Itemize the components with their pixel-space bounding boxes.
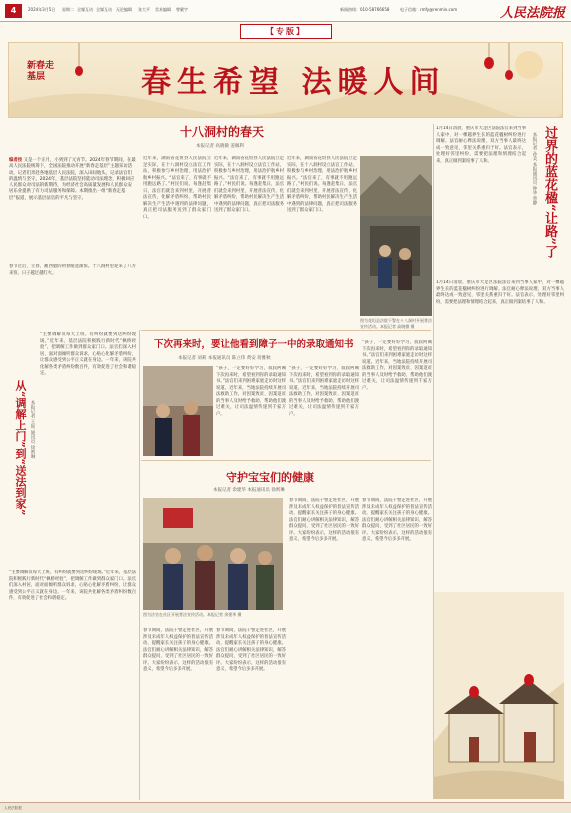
masthead-item: 张大平	[138, 7, 150, 12]
article-1-body-col: 近年来，湖南省花垣县人民法院立足实际，在十八洞村设立法官工作站，积极参与乡村治理，用法治护航乡村振兴。“法官来了，有事就不用跑远路了。”村民们说。每逢赶集日，法官们就会来到村里，开展普法宣传，化解矛盾纠纷，帮助村民解决生产生活中遇到的法律问题，真正把司法服务送到了群众家门口。	[143, 156, 211, 220]
masthead-date: 2024年3月5日	[28, 7, 56, 12]
editor-note-label: 编者按	[9, 158, 23, 163]
masthead-item: 无论编辑	[116, 7, 132, 12]
masthead-item: 全媒互动	[77, 7, 93, 12]
article-5-headline: 过界的蓝花楹“让路”了	[542, 126, 557, 258]
banner-headline: 春生希望 法暖人间	[141, 65, 446, 100]
masthead	[0, 0, 571, 22]
masthead-email: 电子信箱：rmfy@renmin.com	[400, 7, 458, 12]
footer-text: 人民法院报	[4, 806, 22, 810]
article-1-photo	[360, 156, 432, 316]
newspaper-logo: 人民法院报	[499, 6, 565, 21]
article-4-body-cont: “主要调解员每天上班，有纠纷就要到达纠纷现场。”近年来，基层法院积极践行新时代“枫桥经验”，把调解工作做到群众家门口。法官们深入村居，面对面倾听群众诉求，心贴心化解矛盾纠纷，让群众感受到公平正义就在身边。一年来，该院共化解各类矛盾纠纷数百件，有效促进了社会和谐稳定。	[9, 570, 136, 601]
article-3-body-col: 春节期间，法院干警走进社区，开展涉及未成年人权益保护的普法宣传活动，提醒家长关注孩子的身心健康。法官们耐心讲解相关法律知识，解答群众提问，受到了社区居民的一致好评。大家纷纷表示，这样的活动很有意义，希望今后多多开展。	[362, 498, 432, 542]
masthead-item: 曾繁宇	[176, 7, 188, 12]
article-2-body-col: “孩子，一定要好好学习，叔叔阿姨下次再来时，希望看到你的录取通知书。”法官们来到困难家庭走访时这样说道。近年来，当地法院持续开展司法救助工作，对因案致贫、因案返贫的当事人及时给予救助，帮助他们渡过难关，让司法温情传递到千家万户。	[362, 340, 432, 391]
village-illustration	[434, 592, 564, 799]
page-number: 4	[5, 4, 22, 18]
article-4-body: “主要调解员每天上班，有纠纷就要到达纠纷现场。”近年来，基层法院积极践行新时代“枫桥经验”，把调解工作做到群众家门口。法官们深入村居，面对面倾听群众诉求，心贴心化解矛盾纠纷，让群众感受到公平正义就在身边。一年来，该院共化解各类矛盾纠纷数百件，有效促进了社会和谐稳定。	[40, 332, 136, 376]
editor-note	[9, 158, 136, 202]
masthead-item: 全媒互动	[96, 7, 112, 12]
article-1-lead: 春节过后，立春，湘西腊的初春暖意渐浓。十八洞村里迎来了八方来客，日子越过越红火。	[9, 264, 136, 276]
article-3-body-col: 春节期间，法院干警走进社区，开展涉及未成年人权益保护的普法宣传活动，提醒家长关注孩子的身心健康。法官们耐心讲解相关法律知识，解答群众提问，受到了社区居民的一致好评。大家纷纷表示，这样的活动很有意义，希望今后多多开展。	[143, 628, 213, 672]
article-3-photo	[143, 498, 283, 610]
section-rule	[141, 460, 431, 461]
article-3-body-col: 春节期间，法院干警走进社区，开展涉及未成年人权益保护的普法宣传活动，提醒家长关注孩子的身心健康。法官们耐心讲解相关法律知识，解答群众提问，受到了社区居民的一致好评。大家纷纷表示，这样的活动很有意义，希望今后多多开展。	[216, 628, 286, 672]
column-badge: 【专版】	[240, 24, 332, 39]
article-3-body-col: 春节期间，法院干警走进社区，开展涉及未成年人权益保护的普法宣传活动，提醒家长关注孩子的身心健康。法官们耐心讲解相关法律知识，解答群众提问，受到了社区居民的一致好评。大家纷纷表示，这样的活动很有意义，希望今后多多开展。	[289, 498, 359, 542]
article-5-byline: 本报记者 孙美 本报通讯员 钟华 曾静	[532, 132, 537, 206]
article-3-caption: 图为法官在社区开展普法宣传活动。本报记者 余建华 摄	[143, 612, 242, 617]
article-1-byline: 本报记者 高晓微 姜佩利	[196, 144, 244, 149]
masthead-hotline: 新闻热线：010-58766658	[340, 7, 390, 12]
series-logo: 新春走基层	[27, 61, 55, 82]
masthead-item: 美术编辑	[155, 7, 171, 12]
article-2-photo-image	[143, 366, 213, 456]
article-3-headline: 守护宝宝们的健康	[226, 471, 314, 484]
article-5-body: 1月14日清晨，重庆市大足区法院法官来到当事人家中，对一棵越界生长的蓝花楹树纠纷进行调解。法官耐心释法说理，双方当事人最终达成一致意见，邻里关系重归于好。法官表示，处理好邻里纠纷，需要把法理和情理结合起来，真正做到案结事了人和。	[436, 126, 526, 164]
article-1-caption: 图为花垣县法院干警在十八洞村开展普法宣传活动。本报记者 高晓微 摄	[360, 318, 432, 329]
article-2-byline: 本报记者 刘莉 本报通讯员 陈立伟 黄安 蒋雅秋	[178, 356, 271, 361]
article-3-photo-image	[143, 498, 283, 610]
editor-note-text: 又是一个正月，小到到了元宵节。2024年春节期间，在最高人民法院统筹下，全国法院推动开展“新春走基层”主题采访活动，记者们奔赴各地基层人民法院，深入田间地头，记录法官们的温情与坚守。2024年，基层法院坚持能动司法理念，积极回应人民群众对司法的新期待，为经济社会高质量发展和人民群众安居乐业提供了有力司法服务和保障。本期推出一组“新春走基层”报道，展示基层法官的平凡与坚守。	[9, 158, 136, 201]
article-4-byline: 本报记者 王锐 通讯员 徐则琳	[30, 400, 35, 459]
article-3-byline: 本报记者 余建华 本报通讯员 徐则琳	[213, 488, 285, 493]
article-2-body-col: “孩子，一定要好好学习，叔叔阿姨下次再来时，希望看到你的录取通知书。”法官们来到困难家庭走访时这样说道。近年来，当地法院持续开展司法救助工作，对因案致贫、因案返贫的当事人及时给予救助，帮助他们渡过难关，让司法温情传递到千家万户。	[289, 366, 359, 417]
article-1-photo-image	[360, 156, 432, 316]
article-2-body-col: “孩子，一定要好好学习，叔叔阿姨下次再来时，希望看到你的录取通知书。”法官们来到困难家庭走访时这样说道。近年来，当地法院持续开展司法救助工作，对因案致贫、因案返贫的当事人及时给予救助，帮助他们渡过难关，让司法温情传递到千家万户。	[216, 366, 286, 417]
village-illustration-image	[434, 592, 564, 799]
masthead-weekday: 星期二	[62, 7, 74, 12]
column-rule	[139, 330, 140, 800]
article-4-headline: 从“调解上门”到“送法到家”	[14, 380, 27, 516]
article-1-body-col: 近年来，湖南省花垣县人民法院立足实际，在十八洞村设立法官工作站，积极参与乡村治理，用法治护航乡村振兴。“法官来了，有事就不用跑远路了。”村民们说。每逢赶集日，法官们就会来到村里，开展普法宣传，化解矛盾纠纷，帮助村民解决生产生活中遇到的法律问题，真正把司法服务送到了群众家门口。	[287, 156, 357, 213]
article-1-body-col: 近年来，湖南省花垣县人民法院立足实际，在十八洞村设立法官工作站，积极参与乡村治理，用法治护航乡村振兴。“法官来了，有事就不用跑远路了。”村民们说。每逢赶集日，法官们就会来到村里，开展普法宣传，化解矛盾纠纷，帮助村民解决生产生活中遇到的法律问题，真正把司法服务送到了群众家门口。	[214, 156, 284, 213]
article-2-photo	[143, 366, 213, 456]
article-2-headline: 下次再来时，要让他看到障子一中的录取通知书	[154, 339, 354, 350]
banner	[8, 42, 563, 118]
article-1-headline: 十八洞村的春天	[180, 125, 265, 139]
article-5-body-cont: 1月14日清晨，重庆市大足区法院法官来到当事人家中，对一棵越界生长的蓝花楹树纠纷进行调解。法官耐心释法说理，双方当事人最终达成一致意见，邻里关系重归于好。法官表示，处理好邻里纠纷，需要把法理和情理结合起来，真正做到案结事了人和。	[436, 280, 564, 305]
footer	[0, 802, 571, 813]
section-rule	[141, 330, 431, 331]
